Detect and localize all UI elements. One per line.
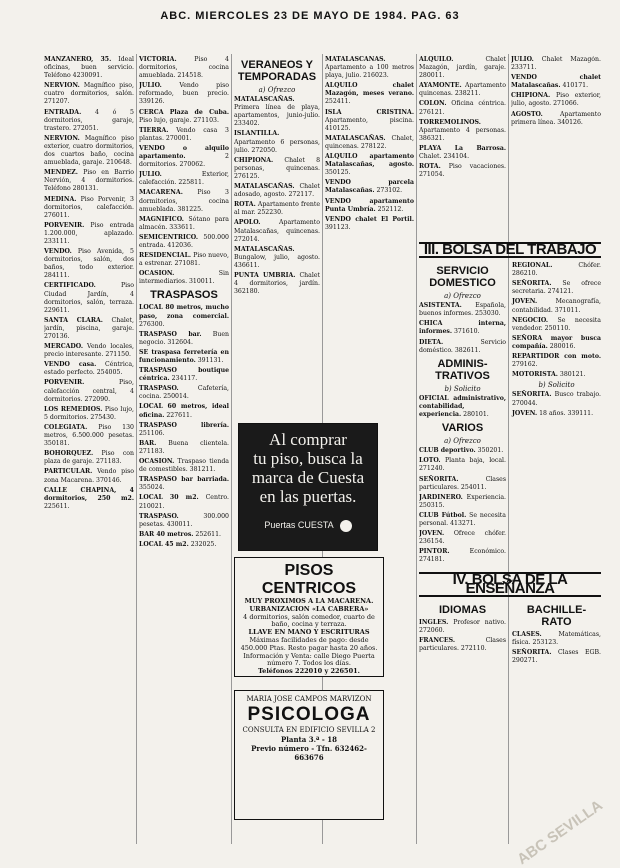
classified-ad: SEMICENTRICO. 500.000 entrada. 412036. bbox=[139, 233, 229, 249]
classified-ad: CLUB Fútbol. Se necesita personal. 413271. bbox=[419, 511, 506, 527]
classified-ad: PLAYA La Barrosa. Chalet. 234104. bbox=[419, 144, 506, 161]
classified-ad: ISLANTILLA. Apartamento 6 personas, julio. 272050. bbox=[234, 130, 320, 154]
column-2 bbox=[139, 56, 229, 846]
pisos-line: Teléfonos 222010 y 226501. bbox=[258, 667, 360, 676]
classified-ad: CHICA interna, informes. 371610. bbox=[419, 320, 506, 336]
classified-ad: SEÑORITA. Busco trabajo. 270044. bbox=[512, 391, 601, 407]
classified-ad: VENDO chalet El Portil. 391123. bbox=[325, 215, 414, 231]
cuesta-brand: Puertas CUESTA bbox=[239, 516, 377, 535]
classified-ad: MATALASCAÑAS. Chalet adosado, agosto. 272117. bbox=[234, 183, 320, 199]
classified-ad: JOVEN. Ofrece chófer. 236154. bbox=[419, 530, 506, 546]
cuesta-line: Al comprar bbox=[269, 430, 347, 449]
classified-ad: VICTORIA. Piso 4 dormitorios, cocina amueblada. 214518. bbox=[139, 56, 229, 80]
column-1 bbox=[44, 56, 134, 846]
pisos-line: URBANIZACION «LA CABRERA» bbox=[249, 604, 369, 613]
classified-ad: PARTICULAR. Vendo piso zona Macarena. 370146. bbox=[44, 468, 134, 484]
classified-ad: VENDO apartamento Punta Umbría. 252112. bbox=[325, 197, 414, 213]
column-4 bbox=[325, 56, 414, 416]
classified-ad: NEGOCIO. Se necesita vendedor. 250110. bbox=[512, 316, 601, 332]
classified-ad: TORREMOLINOS. Apartamento 4 personas. 386321. bbox=[419, 118, 506, 142]
classified-ad: COLEGIATA. Piso 130 metros, 6.500.000 pesetas. 350181. bbox=[44, 423, 134, 448]
classified-ad: BAR. Buena clientela. 271183. bbox=[139, 439, 229, 455]
classified-ad: TRASPASO bar barriada. 355024. bbox=[139, 476, 229, 492]
classified-ad: MATALASCAÑAS. Chalet, quincenas. 278122. bbox=[325, 134, 414, 150]
servicio-heading: SERVICIO DOMESTICO bbox=[429, 265, 496, 290]
watermark: ABC SEVILLA bbox=[514, 796, 606, 868]
classified-ad: MOTORISTA. 380121. bbox=[512, 371, 586, 379]
cuesta-logo-icon bbox=[340, 520, 352, 532]
classified-ad: SEÑORITA. Se ofrece secretaria. 274121. bbox=[512, 280, 601, 296]
pisos-line: Máximas facilidades de pago: desde 450.000 Ptas. Resto pagar hasta 20 años. bbox=[240, 635, 378, 652]
classified-ad: MATALASCAÑAS. Bungalow, julio, agosto. 436611. bbox=[234, 245, 320, 269]
classified-ad: TRASPASO boutique céntrica. 234117. bbox=[139, 367, 229, 383]
psico-line: Planta 3.ª - 18 bbox=[281, 735, 337, 744]
classified-ad: TIERRA. Vendo casa 3 plantas. 270001. bbox=[139, 126, 229, 142]
pisos-line: 4 dormitorios, salón comedor, cuarto de baño, cocina y terraza. bbox=[243, 612, 375, 629]
classified-ad: NERVION. Magnífico piso, cuatro dormitorios, salón. 271207. bbox=[44, 82, 134, 106]
classified-ad: INGLES. Profesor nativo. 272060. bbox=[419, 618, 506, 634]
psico-line: Previo número - Tfn. 632462-663676 bbox=[251, 744, 367, 762]
varios-heading: VARIOS bbox=[441, 422, 484, 435]
classified-ad: MACARENA. Piso 3 dormitorios, cocina amueblada. 381225. bbox=[139, 189, 229, 213]
classified-ad: ASISTENTA. Española, buenos informes. 253030. bbox=[419, 302, 506, 318]
classified-ad: OCASION. Traspaso tienda de comestibles. 381211. bbox=[139, 458, 229, 474]
classified-ad: MAGNIFICO. Sótano para almacén. 333611. bbox=[139, 215, 229, 231]
classified-ad: JARDINERO. Experiencia. 250315. bbox=[419, 493, 506, 509]
cuesta-line: marca de Cuesta bbox=[251, 468, 365, 487]
classified-ad: SEÑORITA. Clases particulares. 254011. bbox=[419, 475, 506, 491]
pisos-centricos-ad bbox=[234, 557, 384, 677]
admin-heading: ADMINIS-TRATIVOS bbox=[435, 357, 490, 382]
bolsa-ensenanza-heading: IV. BOLSA DE LA ENSEÑANZA bbox=[419, 572, 601, 596]
classified-ad: COLON. Oficina céntrica. 276121. bbox=[419, 100, 506, 116]
classified-ad: OCASION. Sin intermediarios. 310011. bbox=[139, 270, 229, 286]
classified-ad: LOCAL 80 metros, mucho paso, zona comercial. 276300. bbox=[139, 304, 229, 328]
page-header: ABC. MIERCOLES 23 DE MAYO DE 1984. PAG. 63 bbox=[160, 10, 460, 22]
classified-ad: PUNTA UMBRIA. Chalet 4 dormitorios, jardín. 362180. bbox=[234, 271, 320, 296]
column-rule bbox=[136, 54, 137, 844]
veraneos-heading: VERANEOS Y TEMPORADAS bbox=[237, 59, 317, 83]
pisos-title: PISOS CENTRICOS bbox=[261, 562, 357, 597]
classified-ad: JOVEN. 18 años. 339111. bbox=[512, 409, 594, 417]
classified-ad: MEDINA. Piso Porvenir, 3 dormitorios, calefacción. 276011. bbox=[44, 195, 134, 219]
classified-ad: ALQUILO apartamento Matalascañas, agosto. 350125. bbox=[325, 153, 414, 177]
classified-ad: MANZANERO, 35. Ideal oficinas, buen servicio. Teléfono 4230091. bbox=[44, 56, 134, 80]
classified-ad: CHIPIONA. Piso exterior, julio, agosto. 271066. bbox=[511, 92, 601, 108]
classified-ad: CERCA Plaza de Cuba. Piso lujo, garaje. 271103. bbox=[139, 108, 229, 124]
classified-ad: VENDO parcela Matalascañas. 273102. bbox=[325, 179, 414, 195]
traspasos-heading: TRASPASOS bbox=[150, 289, 218, 302]
classified-ad: MENDEZ. Piso en Barrio Nervión, 4 dormitorios. Teléfono 280131. bbox=[44, 169, 134, 193]
classified-ad: JOVEN. Mecanografía, contabilidad. 371011. bbox=[512, 298, 601, 314]
bolsa-trabajo-block bbox=[419, 238, 601, 848]
classified-ad: PINTOR. Económico. 274181. bbox=[419, 548, 506, 564]
classified-ad: ROTA. Piso vacaciones. 271054. bbox=[419, 163, 506, 179]
classified-ad: VENDO chalet Matalascañas. 410171. bbox=[511, 74, 601, 90]
idiomas-heading: IDIOMAS bbox=[438, 603, 487, 616]
solicito-subheading: b) Solicito bbox=[538, 381, 575, 390]
admin-subheading: b) Solicito bbox=[444, 384, 481, 393]
classified-ad: SEÑORA mayor busca compañía. 280016. bbox=[512, 334, 601, 350]
classified-ad: ALQUILO. Chalet Mazagón, jardín, garaje. 280011. bbox=[419, 56, 506, 80]
classified-ad: ISLA CRISTINA. Apartamento, piscina. 410125. bbox=[325, 108, 414, 132]
varios-subheading: a) Ofrezco bbox=[444, 437, 481, 446]
classified-ad: REPARTIDOR con moto. 279162. bbox=[512, 353, 601, 369]
classified-ad: FRANCES. Clases particulares. 272110. bbox=[419, 636, 506, 652]
cuesta-line: en las puertas. bbox=[259, 487, 357, 506]
classified-ad: LOCAL 60 metros, ideal oficina. 227611. bbox=[139, 403, 229, 419]
classified-ad: SEÑORITA. Clases EGB. 290271. bbox=[512, 648, 601, 664]
classified-ad: CALLE CHAPINA, 4 dormitorios, 250 m2. 225611. bbox=[44, 486, 134, 510]
pisos-line: Información y Venta: calle Diego Puerta número 7. Todos los días. bbox=[243, 651, 375, 668]
classified-ad: CERTIFICADO. Piso Ciudad Jardín, 4 dormitorios, salón, terraza. 229611. bbox=[44, 282, 134, 314]
classified-ad: TRASPASO. Cafetería, cocina. 250014. bbox=[139, 385, 229, 401]
classified-ad: VENDO o alquilo apartamento. 2 dormitorios. 270062. bbox=[139, 144, 229, 169]
classified-ad: VENDO casa. Céntrica, estado perfecto. 254005. bbox=[44, 361, 134, 377]
classified-ad: LOCAL 45 m2. 232025. bbox=[139, 540, 217, 548]
bolsa-trabajo-heading: III. BOLSA DEL TRABAJO bbox=[419, 242, 601, 258]
column-3 bbox=[234, 56, 320, 416]
column-rule bbox=[231, 54, 232, 844]
psico-title: PSICOLOGA bbox=[247, 704, 371, 725]
column-rule bbox=[416, 54, 417, 844]
classified-ad: APOLO. Apartamento Matalascañas, quincenas. 272014. bbox=[234, 219, 320, 243]
classified-ad: AGOSTO. Apartamento primera línea. 340126. bbox=[511, 110, 601, 126]
classified-ad: SE traspasa ferretería en funcionamiento. 391131. bbox=[139, 348, 229, 364]
classified-ad: ROTA. Apartamento frente al mar. 252230. bbox=[234, 201, 320, 217]
classified-ad: ENTRADA. 4 ó 5 dormitorios, garaje, trastero. 272051. bbox=[44, 108, 134, 132]
bachillerato-heading: BACHILLE-RATO bbox=[526, 603, 587, 628]
classified-ad: JULIO. Vendo piso reformado, buen precio. 339126. bbox=[139, 82, 229, 106]
classified-ad: MERCADO. Vendo locales, precio interesante. 271150. bbox=[44, 343, 134, 359]
psico-line: CONSULTA EN EDIFICIO SEVILLA 2 bbox=[242, 726, 376, 734]
classified-ad: PORVENIR. Piso, calefacción central, 4 dormitorios. 272090. bbox=[44, 379, 134, 403]
psicologa-ad bbox=[234, 690, 384, 820]
classified-ad: TRASPASO bar. Buen negocio. 312604. bbox=[139, 330, 229, 346]
servicio-subheading: a) Ofrezco bbox=[444, 292, 481, 301]
classified-ad: SANTA CLARA. Chalet, jardín, piscina, garaje. 270136. bbox=[44, 316, 134, 340]
cuesta-line: tu piso, busca la bbox=[253, 449, 363, 468]
classified-ad: JULIO. Chalet Mazagón. 233711. bbox=[511, 56, 601, 72]
classified-ad: BAR 40 metros. 252611. bbox=[139, 530, 222, 538]
classified-ad: TRASPASO librería. 251106. bbox=[139, 421, 229, 437]
cuesta-ad bbox=[238, 423, 378, 551]
classified-ad: MATALASCAÑAS. Primera línea de playa, apartamentos, junio-julio. 233402. bbox=[234, 96, 320, 128]
classified-ad: REGIONAL. Chófer. 286210. bbox=[512, 262, 601, 278]
classified-ad: AYAMONTE. Apartamento quincenas. 238211. bbox=[419, 82, 506, 98]
classified-ad: DIETA. Servicio doméstico. 382611. bbox=[419, 338, 506, 354]
pisos-line: LLAVE EN MANO Y ESCRITURAS bbox=[248, 628, 370, 637]
classified-ad: VENDO. Piso Avenida, 5 dormitorios, salón, dos baños, todo exterior. 284111. bbox=[44, 248, 134, 280]
classified-ad: RESIDENCIAL. Piso nuevo, a estrenar. 271081. bbox=[139, 252, 229, 268]
classified-ad: JULIO. Exterior, calefacción. 225811. bbox=[139, 171, 229, 187]
classified-ad: ALQUILO chalet Mazagón, meses verano. 252411. bbox=[325, 82, 414, 106]
classified-ad: BOHORQUEZ. Piso con plaza de garaje. 271183. bbox=[44, 450, 134, 466]
classified-ad: LOTO. Planta baja, local. 271240. bbox=[419, 457, 506, 473]
classified-ad: LOCAL 30 m2. Centro. 210021. bbox=[139, 494, 229, 510]
classified-ad: NERVION. Magnífico piso exterior, cuatro dormitorios, dos cuartos baño, cocina amueblada, garaje. 210648. bbox=[44, 134, 134, 167]
classified-ad: CHIPIONA. Chalet 8 personas, quincenas. 276125. bbox=[234, 156, 320, 180]
psico-name: MARIA JOSE CAMPOS MARVIZON bbox=[246, 695, 372, 703]
classified-ad: LOS REMEDIOS. Piso lujo, 5 dormitorios. 275430. bbox=[44, 405, 134, 421]
classified-ad: CLUB deportivo. 350201. bbox=[419, 447, 504, 455]
classified-ad: TRASPASO. 300.000 pesetas. 430011. bbox=[139, 512, 229, 528]
classified-ad: CLASES. Matemáticas, física. 253123. bbox=[512, 630, 601, 646]
veraneos-subheading: a) Ofrezco bbox=[258, 86, 296, 94]
classified-ad: OFICIAL administrativo, contabilidad, experiencia. 280101. bbox=[419, 394, 506, 419]
classified-ad: PORVENIR. Piso entrada 1.200.000, aplazado. 233111. bbox=[44, 221, 134, 245]
pisos-line: MUY PROXIMOS A LA MACARENA. bbox=[244, 597, 374, 605]
classified-ad: MATALASCAÑAS. Apartamento a 100 metros playa, julio. 216023. bbox=[325, 56, 414, 80]
